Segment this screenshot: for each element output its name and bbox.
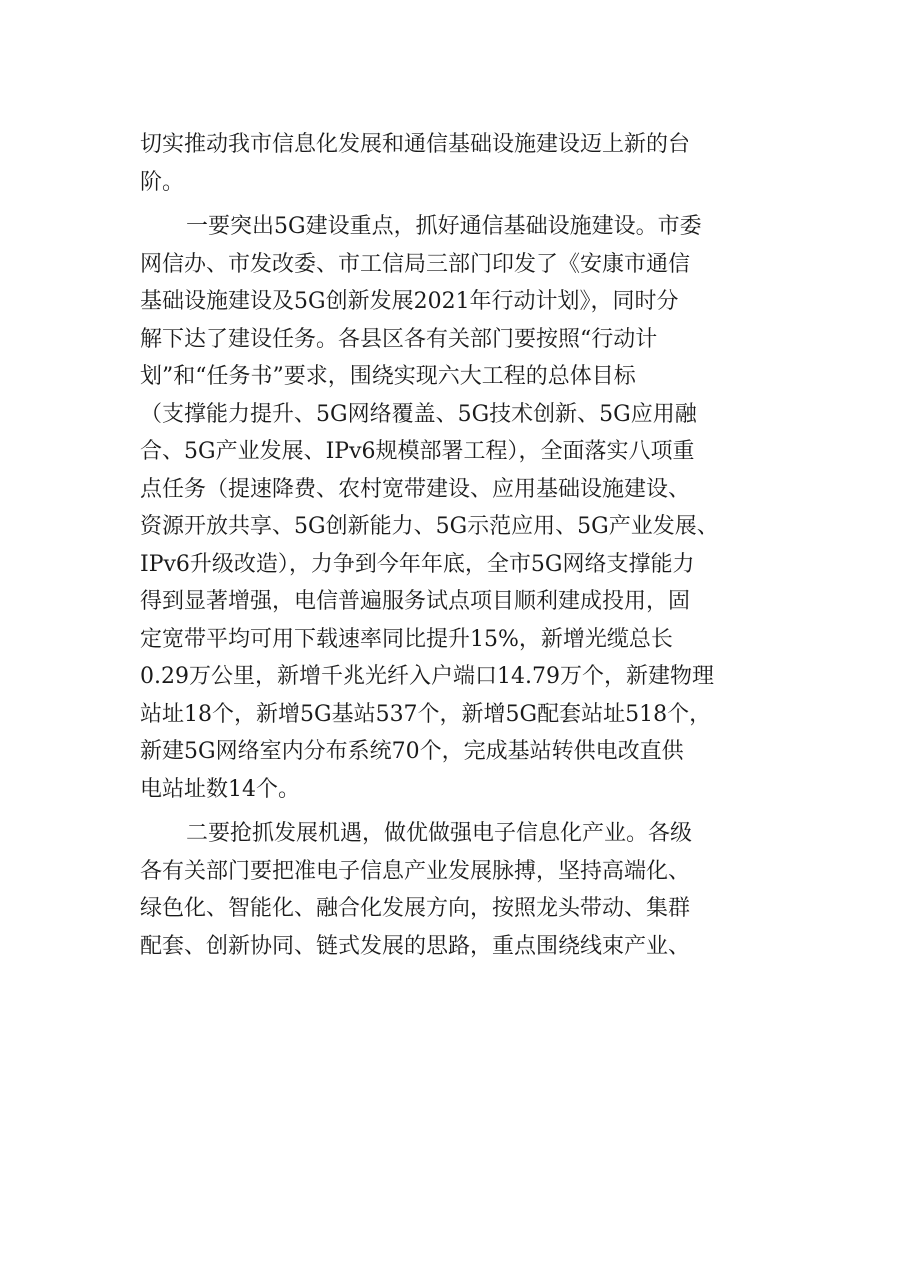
text-line: 点任务（提速降费、农村宽带建设、应用基础设施建设、 [140,476,691,502]
text-line: 配套、创新协同、链式发展的思路，重点围绕线束产业、 [140,933,691,959]
text-line: 切实推动我市信息化发展和通信基础设施建设迈上新的台 [140,132,691,157]
text-line: 资源开放共享、5G创新能力、5G示范应用、5G产业发展、 [140,514,719,539]
text-line: 绿色化、智能化、融合化发展方向，按照龙头带动、集群 [140,896,691,921]
text-line: 电站址数14个。 [140,776,300,802]
text-line: 二要抢抓发展机遇，做优做强电子信息化产业。各级 [186,821,693,846]
text-line: （支撑能力提升、5G网络覆盖、5G技术创新、5G应用融 [140,401,697,427]
text-line: 阶。 [140,169,185,195]
paragraph-spacer [140,201,780,208]
text-line: 基础设施建设及5G创新发展2021年行动计划》，同时分 [140,289,679,314]
paragraph-spacer [140,808,780,815]
text-line: 定宽带平均可用下载速率同比提升15%，新增光缆总长 [140,626,673,652]
paragraph-2 [140,815,780,965]
text-line: 站址18个，新增5G基站537个，新增5G配套站址518个， [140,701,712,727]
text-line: 一要突出5G建设重点，抓好通信基础设施建设。市委 [186,214,702,239]
text-line: 解下达了建设任务。各县区各有关部门要按照“行动计 [140,326,658,352]
text-line: 合、5G产业发展、IPv6规模部署工程），全面落实八项重 [140,439,695,464]
paragraph-intro [140,126,780,201]
document-body [140,126,780,965]
text-line: 得到显著增强，电信普遍服务试点项目顺利建成投用，固 [140,589,691,614]
text-line: 0.29万公里，新增千兆光纤入户端口14.79万个，新建物理 [140,664,714,689]
text-line: 网信办、市发改委、市工信局三部门印发了《安康市通信 [140,251,691,277]
text-line: 划”和“任务书”要求，围绕实现六大工程的总体目标 [140,364,636,389]
text-line: 新建5G网络室内分布系统70个，完成基站转供电改直供 [140,739,684,764]
text-line: 各有关部门要把准电子信息产业发展脉搏，坚持高端化、 [140,858,691,884]
paragraph-1 [140,208,780,808]
text-line: IPv6升级改造），力争到今年年底，全市5G网络支撑能力 [140,551,695,577]
